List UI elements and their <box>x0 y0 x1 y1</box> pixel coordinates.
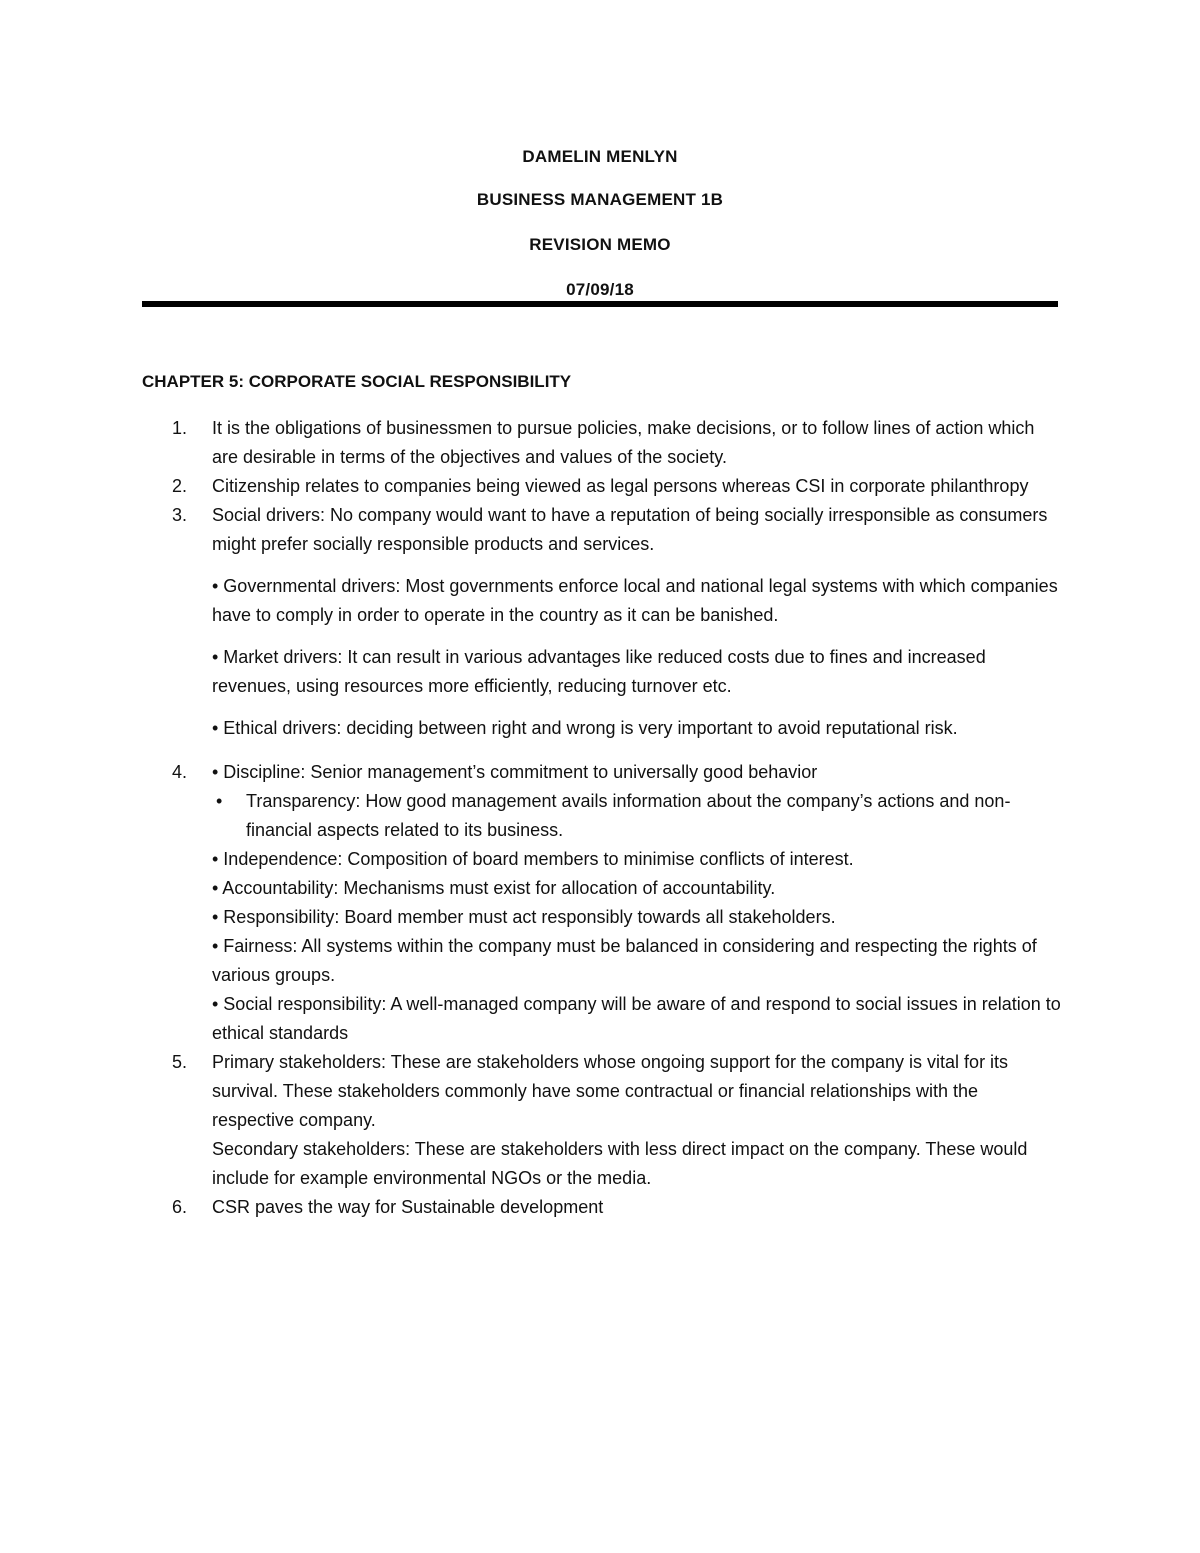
bullet-icon: • <box>216 791 223 811</box>
list-item-text: Social drivers: No company would want to have a reputation of being socially irresponsible as consumers might prefer socially responsible products and services. <box>212 505 1048 554</box>
responsibility-line: • Responsibility: Board member must act responsibly towards all stakeholders. <box>212 907 836 927</box>
transparency-text: Transparency: How good management avails information about the company’s actions and non-financial aspects related to its business. <box>246 791 1011 840</box>
list-item-text: CSR paves the way for Sustainable development <box>212 1197 604 1217</box>
secondary-stakeholders-text: Secondary stakeholders: These are stakeholders with less direct impact on the company. These would include for example environmental NGOs or the media. <box>212 1139 1028 1188</box>
market-drivers-paragraph: • Market drivers: It can result in various advantages like reduced costs due to fines and increased revenues, using resources more efficiently, reducing turnover etc. <box>212 647 986 696</box>
header-divider <box>142 301 1058 307</box>
governmental-drivers-paragraph: • Governmental drivers: Most governments enforce local and national legal systems with which companies have to comply in order to operate in the country as it can be banished. <box>212 576 1058 625</box>
list-number: 3. <box>172 505 188 525</box>
list-number: 4. <box>172 762 188 782</box>
spacer <box>142 743 1062 758</box>
accountability-line: • Accountability: Mechanisms must exist for allocation of accountability. <box>212 878 776 898</box>
document-type-heading: REVISION MEMO <box>529 235 671 254</box>
list-item-1 <box>142 414 1062 472</box>
list-item-text: Citizenship relates to companies being viewed as legal persons whereas CSI in corporate philanthropy <box>212 476 1029 496</box>
independence-line: • Independence: Composition of board members to minimise conflicts of interest. <box>212 849 854 869</box>
list-number: 6. <box>172 1197 188 1217</box>
social-responsibility-line: • Social responsibility: A well-managed company will be aware of and respond to social issues in relation to ethical standards <box>212 994 1061 1043</box>
list-number: 5. <box>172 1052 188 1072</box>
list-item-6 <box>142 1193 1062 1222</box>
list-item-text: It is the obligations of businessmen to pursue policies, make decisions, or to follow lines of action which are desirable in terms of the objectives and values of the society. <box>212 418 1035 467</box>
list-item-5 <box>142 1048 1062 1193</box>
list-item-2 <box>142 472 1062 501</box>
course-heading: BUSINESS MANAGEMENT 1B <box>476 190 724 209</box>
chapter-title: CHAPTER 5: CORPORATE SOCIAL RESPONSIBILITY <box>142 372 572 391</box>
list-number: 1. <box>172 418 188 438</box>
ethical-drivers-paragraph: • Ethical drivers: deciding between right and wrong is very important to avoid reputational risk. <box>212 718 958 738</box>
list-item-4 <box>142 758 1062 1048</box>
discipline-line: • Discipline: Senior management’s commitment to universally good behavior <box>212 762 818 782</box>
list-number: 2. <box>172 476 188 496</box>
primary-stakeholders-text: Primary stakeholders: These are stakeholders whose ongoing support for the company is vital for its survival. These stakeholders commonly have some contractual or financial relationships with the respective company. <box>212 1052 1009 1130</box>
numbered-list <box>142 414 1062 1222</box>
date-heading: 07/09/18 <box>566 280 634 299</box>
institution-heading: DAMELIN MENLYN <box>522 147 678 166</box>
transparency-bullet <box>212 787 1062 845</box>
fairness-line: • Fairness: All systems within the company must be balanced in considering and respecting the rights of various groups. <box>212 936 1037 985</box>
list-item-3 <box>142 501 1062 743</box>
